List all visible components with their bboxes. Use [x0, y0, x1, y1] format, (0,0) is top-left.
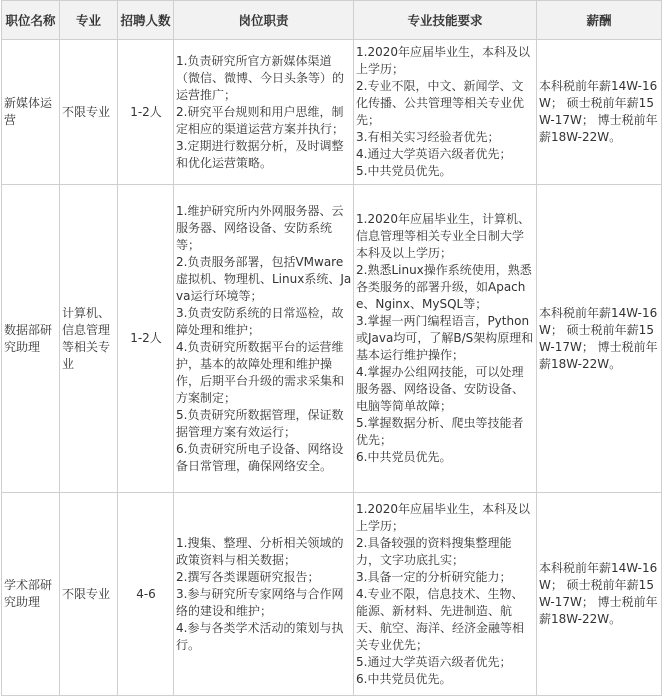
header-row — [2, 1, 662, 40]
skill-item: 3.掌握一两门编程语言，Python或Java均可，了解B/S架构原理和基本运行维护操作； — [356, 314, 534, 362]
job-table — [1, 0, 662, 696]
header-position: 职位名称 — [2, 1, 60, 40]
skills-cell — [354, 185, 537, 493]
skill-item: 5.中共党员优先。 — [356, 164, 452, 178]
position-cell: 学术部研究助理 — [2, 493, 60, 696]
duty-item: 1.负责研究所官方新媒体渠道（微信、微博、今日头条等）的运营推广； — [176, 53, 345, 102]
header-major: 专业 — [60, 1, 118, 40]
duties-cell — [174, 40, 354, 185]
skill-item: 1.2020年应届毕业生，计算机、信息管理等相关专业全日制大学本科及以上学历； — [356, 212, 530, 260]
duties-cell — [174, 493, 354, 696]
duty-item: 2.负责服务部署，包括VMware虚拟机、物理机、Linux系统、Java运行环境等； — [176, 254, 352, 303]
header-salary: 薪酬 — [537, 1, 662, 40]
salary-cell: 本科税前年薪14W-16W； 硕士税前年薪15W-17W； 博士税前年薪18W-22W。 — [537, 493, 662, 696]
table-row — [2, 185, 662, 493]
header-duties: 岗位职责 — [174, 1, 354, 40]
duty-item: 1.维护研究所内外网服务器、云服务器、网络设备、安防系统等； — [176, 203, 344, 252]
skill-item: 3.具备一定的分析研究能力； — [356, 569, 512, 584]
skill-item: 1.2020年应届毕业生，本科及以上学历； — [356, 45, 530, 76]
duty-item: 4.参与各类学术活动的策划与执行。 — [176, 620, 344, 652]
salary-cell: 本科税前年薪14W-16W； 硕士税前年薪15W-17W； 博士税前年薪18W-22W。 — [537, 185, 662, 493]
header-count: 招聘人数 — [118, 1, 174, 40]
count-cell: 1-2人 — [118, 185, 174, 493]
duty-item: 3.参与研究所专家网络与合作网络的建设和维护； — [176, 586, 344, 618]
duty-item: 2.撰写各类课题研究报告； — [176, 569, 320, 584]
salary-cell: 本科税前年薪14W-16W； 硕士税前年薪15W-17W； 博士税前年薪18W-22W。 — [537, 40, 662, 185]
duty-item: 4.负责研究所数据平台的运营维护，基本的故障处理和维护操作，后期平台升级的需求采集和方案制定； — [176, 339, 345, 405]
skill-item: 6.中共党员优先。 — [356, 671, 452, 686]
major-cell: 不限专业 — [60, 40, 118, 185]
count-cell: 1-2人 — [118, 40, 174, 185]
skill-item: 4.专业不限，信息技术、生物、能源、新材料、先进制造、航天、航空、海洋、经济金融等相关专业优先； — [356, 586, 525, 652]
header-skills: 专业技能要求 — [354, 1, 537, 40]
skill-item: 2.专业不限，中文、新闻学、文化传播、公共管理等相关专业优先； — [356, 79, 525, 127]
skills-cell — [354, 40, 537, 185]
table-row — [2, 493, 662, 696]
table-row — [2, 40, 662, 185]
skill-item: 3.有相关实习经验者优先； — [356, 130, 500, 144]
skill-item: 4.通过大学英语六级者优先； — [356, 147, 512, 161]
skill-item: 2.熟悉Linux操作系统使用，熟悉各类服务的部署升级，如Apache、Nginx、MySQL等； — [356, 263, 532, 311]
skills-cell — [354, 493, 537, 696]
duty-item: 3.负责安防系统的日常巡检，故障处理和维护； — [176, 305, 344, 337]
skill-item: 1.2020年应届毕业生，本科及以上学历； — [356, 501, 530, 533]
major-cell: 不限专业 — [60, 493, 118, 696]
skill-item: 5.掌握数据分析、爬虫等技能者优先； — [356, 416, 524, 447]
duties-cell — [174, 185, 354, 493]
major-cell: 计算机、信息管理等相关专业 — [60, 185, 118, 493]
duty-item: 2.研究平台规则和用户思维，制定相应的渠道运营方案并执行； — [176, 104, 345, 136]
duty-item: 3.定期进行数据分析，及时调整和优化运营策略。 — [176, 138, 344, 170]
skill-item: 6.中共党员优先。 — [356, 450, 452, 464]
skill-item: 4.掌握办公组网技能，可以处理服务器、网络设备、安防设备、电脑等简单故障； — [356, 365, 525, 413]
count-cell: 4-6 — [118, 493, 174, 696]
duty-item: 5.负责研究所数据管理，保证数据管理方案有效运行； — [176, 407, 344, 439]
skill-item: 5.通过大学英语六级者优先； — [356, 654, 512, 669]
position-cell: 数据部研究助理 — [2, 185, 60, 493]
duty-item: 6.负责研究所电子设备、网络设备日常管理，确保网络安全。 — [176, 441, 344, 473]
position-cell: 新媒体运营 — [2, 40, 60, 185]
duty-item: 1.搜集、整理、分析相关领域的政策资料与相关数据； — [176, 535, 344, 567]
skill-item: 2.具备较强的资料搜集整理能力，文字功底扎实； — [356, 535, 512, 567]
